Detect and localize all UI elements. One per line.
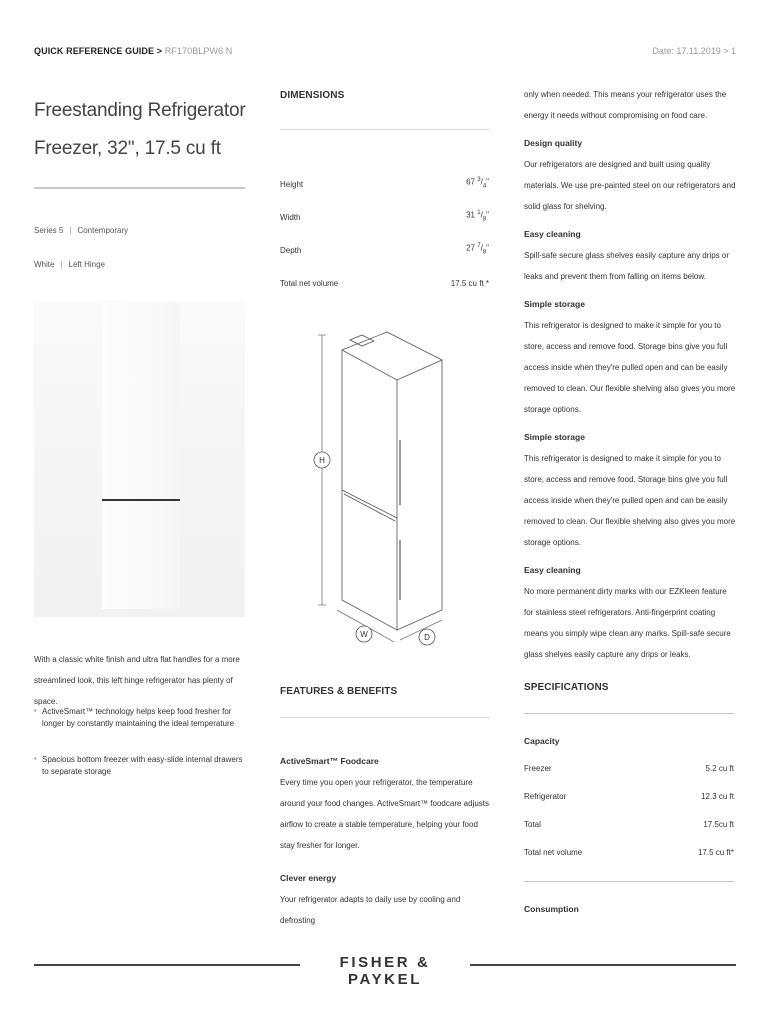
series: Series 5 bbox=[34, 226, 64, 235]
specifications-heading: SPECIFICATIONS bbox=[524, 682, 609, 693]
right-column-content bbox=[524, 84, 736, 665]
spec-label: Freezer bbox=[524, 763, 552, 773]
dimension-label: Depth bbox=[280, 246, 302, 255]
spec-label: Refrigerator bbox=[524, 791, 567, 801]
capacity-heading: Capacity bbox=[524, 736, 560, 746]
feature-title: Clever energy bbox=[280, 873, 337, 883]
spec-value: 17.5 cu ft* bbox=[697, 847, 734, 857]
features-divider bbox=[280, 717, 489, 718]
dimension-value: 67 $^3/_4$" bbox=[466, 176, 489, 189]
consumption-heading: Consumption bbox=[524, 904, 579, 914]
specifications-divider bbox=[524, 713, 734, 714]
feature-title: Easy cleaning bbox=[524, 565, 581, 575]
title-line-1: Freestanding Refrigerator bbox=[34, 100, 246, 121]
dimensions-table bbox=[280, 156, 489, 288]
specifications-table bbox=[524, 754, 734, 866]
product-image bbox=[34, 301, 245, 617]
dimension-row-depth bbox=[280, 222, 489, 255]
feature-activesmart bbox=[280, 756, 490, 856]
height-label: H bbox=[319, 456, 325, 465]
feature-text: This refrigerator is designed to make it simple for you to store, access and remove food. Storage bins give you full access inside when they're pulled open and can be easily removed to clean. Our flexible shelving also gives you more storage options. bbox=[524, 321, 736, 414]
dimensions-divider bbox=[280, 129, 489, 130]
intro-text: With a classic white finish and ultra flat handles for a more streamlined look, this left hinge refrigerator has plenty of space. bbox=[34, 655, 240, 706]
spec-label: Total bbox=[524, 819, 541, 829]
feature-text: Our refrigerators are designed and built using quality materials. We use pre-painted steel on our refrigerators and solid glass for shelving. bbox=[524, 160, 736, 211]
title-divider bbox=[34, 187, 245, 189]
dimension-label: Height bbox=[280, 180, 304, 189]
feature-title: Easy cleaning bbox=[524, 229, 581, 239]
dimension-row-height bbox=[280, 156, 489, 189]
fridge-top bbox=[342, 332, 442, 360]
fridge-side bbox=[397, 360, 442, 630]
spec-value: 17.5cu ft bbox=[703, 819, 734, 829]
spec-value: 5.2 cu ft bbox=[705, 763, 734, 773]
breadcrumb bbox=[34, 46, 232, 56]
page-date: Date: 17.11.2019 > 1 bbox=[652, 46, 736, 56]
style: Contemporary bbox=[77, 226, 129, 235]
color: White bbox=[34, 260, 55, 269]
feature-text: This refrigerator is designed to make it simple for you to store, access and remove food. Storage bins give you full access inside when they're pulled open and can be easily removed to clean. Our flexible shelving also gives you more storage options. bbox=[524, 454, 736, 547]
page-title bbox=[34, 92, 254, 168]
dimension-row-volume bbox=[280, 255, 489, 288]
fridge-handle bbox=[102, 499, 180, 501]
dimension-value: 27 $^7/_8$" bbox=[466, 242, 489, 255]
brand-logo: FISHER & PAYKEL bbox=[339, 954, 431, 988]
model-number: RF170BLPW6 N bbox=[164, 46, 233, 56]
spec-row bbox=[524, 810, 734, 838]
features-heading: FEATURES & BENEFITS bbox=[280, 686, 398, 697]
feature-clever-energy bbox=[280, 873, 490, 931]
bullet-item: • ActiveSmart™ technology helps keep food fresher for longer by constantly maintaining the ideal temperature bbox=[34, 706, 248, 730]
spec-row bbox=[524, 838, 734, 866]
feature-text: Spill-safe secure glass shelves easily capture any drips or leaks and prevent them from falling on items below. bbox=[524, 251, 729, 281]
feature-text: Your refrigerator adapts to daily use by cooling and defrosting bbox=[280, 895, 461, 925]
spec-label: Total net volume bbox=[524, 847, 583, 857]
feature-text-continued: only when needed. This means your refrigerator uses the energy it needs without compromising on food care. bbox=[524, 90, 727, 120]
finish-line: White | Left Hinge bbox=[34, 260, 105, 269]
width-label: W bbox=[360, 630, 368, 639]
dimension-row-width bbox=[280, 189, 489, 222]
dimension-diagram bbox=[282, 300, 492, 650]
footer-line-left bbox=[34, 964, 300, 966]
feature-title: Simple storage bbox=[524, 299, 585, 309]
series-line: Series 5 | Contemporary bbox=[34, 226, 129, 235]
consumption-divider bbox=[524, 881, 734, 882]
dimension-label: Total net volume bbox=[280, 279, 339, 288]
feature-bullets bbox=[34, 706, 248, 802]
spec-value: 12.3 cu ft bbox=[701, 791, 734, 801]
feature-title: ActiveSmart™ Foodcare bbox=[280, 756, 379, 766]
feature-text: No more permanent dirty marks with our EZKleen feature for stainless steel refrigerators. Anti-fingerprint coating means you simply wipe clean any marks. Spill-safe secure glass shelves easily capture any drips or leaks. bbox=[524, 587, 731, 659]
dimension-value: 31 $^1/_8$" bbox=[466, 209, 489, 222]
guide-label: QUICK REFERENCE GUIDE > bbox=[34, 46, 163, 56]
depth-label: D bbox=[424, 633, 430, 642]
bullet-item: • Spacious bottom freezer with easy-slide internal drawers to separate storage bbox=[34, 754, 248, 778]
feature-text: Every time you open your refrigerator, the temperature around your food changes. ActiveSmart™ foodcare adjusts airflow to create a stable temperature, helping your food stay fresher for longer. bbox=[280, 778, 490, 850]
spec-row bbox=[524, 782, 734, 810]
fridge-front bbox=[342, 350, 397, 630]
feature-title: Design quality bbox=[524, 138, 583, 148]
hinge: Left Hinge bbox=[68, 260, 105, 269]
fridge-body bbox=[102, 303, 180, 609]
footer-line-right bbox=[470, 964, 736, 966]
feature-title: Simple storage bbox=[524, 432, 585, 442]
dimension-value: 17.5 cu ft * bbox=[450, 279, 489, 288]
spec-row bbox=[524, 754, 734, 782]
dimension-label: Width bbox=[280, 213, 301, 222]
title-line-2: Freezer, 32", 17.5 cu ft bbox=[34, 138, 221, 159]
dimensions-heading: DIMENSIONS bbox=[280, 90, 345, 101]
